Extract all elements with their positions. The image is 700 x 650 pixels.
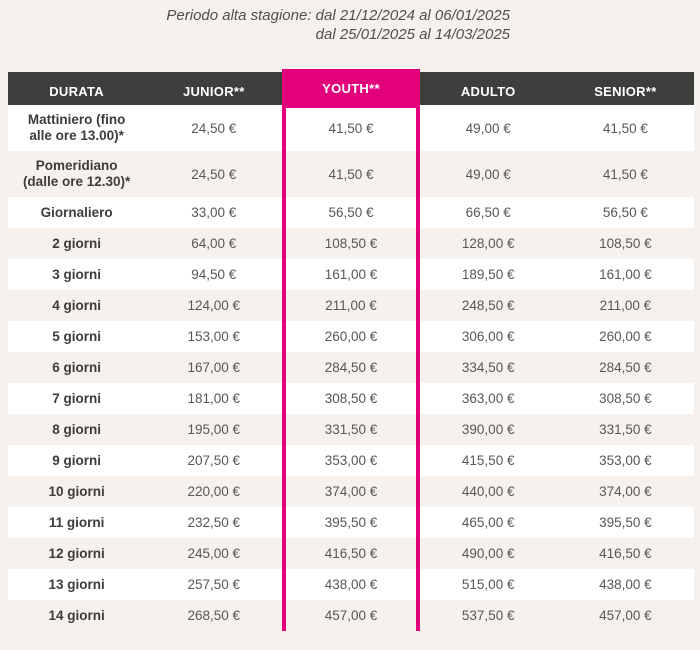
price-cell-youth: 56,50 €: [282, 197, 419, 228]
price-cell: 220,00 €: [187, 484, 241, 499]
table-row: [8, 445, 694, 476]
price-cell: 56,50 €: [602, 205, 648, 220]
column-header-junior: JUNIOR**: [182, 84, 245, 99]
price-cell: 374,00 €: [599, 484, 652, 499]
duration-cell: Giornaliero: [40, 204, 113, 220]
price-cell: 66,50 €: [465, 205, 511, 220]
price-cell: 49,00 €: [465, 120, 511, 136]
price-cell: 465,00 €: [461, 515, 515, 530]
table-row: [8, 414, 694, 445]
table-row: [8, 321, 694, 352]
price-cell: 41,50 €: [602, 166, 648, 182]
price-table: [8, 72, 694, 631]
price-cell-youth: 108,50 €: [282, 228, 419, 259]
duration-cell: 13 giorni: [48, 576, 105, 592]
duration-cell: 8 giorni: [52, 421, 101, 437]
duration-cell: 7 giorni: [52, 390, 101, 406]
price-cell: 416,50 €: [599, 546, 652, 561]
price-cell-youth: 260,00 €: [282, 321, 419, 352]
price-cell: 306,00 €: [461, 329, 515, 344]
price-cell-youth: 41,50 €: [282, 151, 419, 197]
table-row: [8, 228, 694, 259]
price-cell-youth: 438,00 €: [282, 569, 419, 600]
price-cell-youth: 211,00 €: [282, 290, 419, 321]
table-row: [8, 569, 694, 600]
price-cell: 438,00 €: [599, 577, 652, 592]
table-row: [8, 538, 694, 569]
season-period-title: [0, 6, 510, 44]
table-row: [8, 507, 694, 538]
price-cell: 415,50 €: [461, 453, 515, 468]
duration-cell: 9 giorni: [52, 452, 101, 468]
duration-cell: 14 giorni: [48, 607, 105, 623]
duration-cell: 6 giorni: [52, 359, 101, 375]
price-cell: 363,00 €: [461, 391, 515, 406]
price-cell: 153,00 €: [187, 329, 241, 344]
table-row: [8, 476, 694, 507]
price-cell: 490,00 €: [461, 546, 515, 561]
table-header-row: [8, 72, 694, 105]
price-cell: 440,00 €: [461, 484, 515, 499]
price-cell: 64,00 €: [191, 236, 237, 251]
price-cell: 537,50 €: [461, 608, 515, 623]
table-row: [8, 151, 694, 197]
price-cell: 33,00 €: [191, 205, 237, 220]
price-cell: 515,00 €: [461, 577, 515, 592]
column-header-adulto: ADULTO: [460, 84, 516, 99]
price-cell-youth: 331,50 €: [282, 414, 419, 445]
price-cell: 24,50 €: [191, 120, 237, 136]
price-cell: 308,50 €: [599, 391, 652, 406]
price-cell: 128,00 €: [461, 236, 515, 251]
price-cell: 41,50 €: [602, 120, 648, 136]
price-cell: 211,00 €: [599, 298, 652, 313]
table-row: [8, 197, 694, 228]
duration-cell: 12 giorni: [48, 545, 105, 561]
table-row: [8, 352, 694, 383]
price-cell: 245,00 €: [187, 546, 241, 561]
table-row: [8, 290, 694, 321]
price-cell-youth: 416,50 €: [282, 538, 419, 569]
column-header-youth-highlighted: YOUTH**: [282, 69, 419, 108]
duration-cell: Pomeridiano (dalle ore 12.30)*: [22, 158, 131, 189]
price-cell-youth: 308,50 €: [282, 383, 419, 414]
season-period-line-1: Periodo alta stagione: dal 21/12/2024 al 06/01/2025: [166, 7, 510, 24]
table-row: [8, 259, 694, 290]
price-cell-youth: 395,50 €: [282, 507, 419, 538]
price-cell-youth: 457,00 €: [282, 600, 419, 631]
price-cell: 395,50 €: [599, 515, 652, 530]
price-cell-youth: 284,50 €: [282, 352, 419, 383]
price-cell: 124,00 €: [187, 298, 241, 313]
price-cell-youth: 161,00 €: [282, 259, 419, 290]
duration-cell: 5 giorni: [52, 328, 101, 344]
price-cell: 257,50 €: [187, 577, 241, 592]
duration-cell: 3 giorni: [52, 266, 101, 282]
price-cell-youth: 41,50 €: [282, 105, 419, 151]
price-cell: 167,00 €: [187, 360, 241, 375]
duration-cell: 10 giorni: [48, 483, 105, 499]
column-header-durata: DURATA: [49, 84, 104, 99]
price-cell: 331,50 €: [599, 422, 652, 437]
price-cell-youth: 374,00 €: [282, 476, 419, 507]
table-row: [8, 383, 694, 414]
duration-cell: 2 giorni: [52, 235, 101, 251]
table-body: [8, 105, 694, 631]
duration-cell: 11 giorni: [48, 514, 105, 530]
price-cell: 207,50 €: [187, 453, 241, 468]
column-header-senior: SENIOR**: [594, 84, 657, 99]
price-cell: 24,50 €: [191, 166, 237, 182]
price-cell: 284,50 €: [599, 360, 652, 375]
price-cell: 390,00 €: [461, 422, 515, 437]
price-cell: 268,50 €: [187, 608, 241, 623]
price-cell: 181,00 €: [187, 391, 241, 406]
price-cell: 353,00 €: [599, 453, 652, 468]
season-period-line-2: dal 25/01/2025 al 14/03/2025: [315, 26, 510, 43]
price-cell: 161,00 €: [599, 267, 652, 282]
price-cell: 108,50 €: [599, 236, 652, 251]
price-cell: 457,00 €: [599, 608, 652, 623]
price-cell: 49,00 €: [465, 166, 511, 182]
price-cell: 260,00 €: [599, 329, 652, 344]
price-cell: 232,50 €: [187, 515, 241, 530]
duration-cell: Mattiniero (fino alle ore 13.00)*: [27, 112, 126, 143]
price-cell: 334,50 €: [461, 360, 515, 375]
duration-cell: 4 giorni: [52, 297, 101, 313]
price-cell-youth: 353,00 €: [282, 445, 419, 476]
price-cell: 189,50 €: [461, 267, 515, 282]
price-cell: 248,50 €: [461, 298, 515, 313]
price-cell: 195,00 €: [187, 422, 241, 437]
price-cell: 94,50 €: [191, 267, 237, 282]
table-row: [8, 600, 694, 631]
table-row: [8, 105, 694, 151]
